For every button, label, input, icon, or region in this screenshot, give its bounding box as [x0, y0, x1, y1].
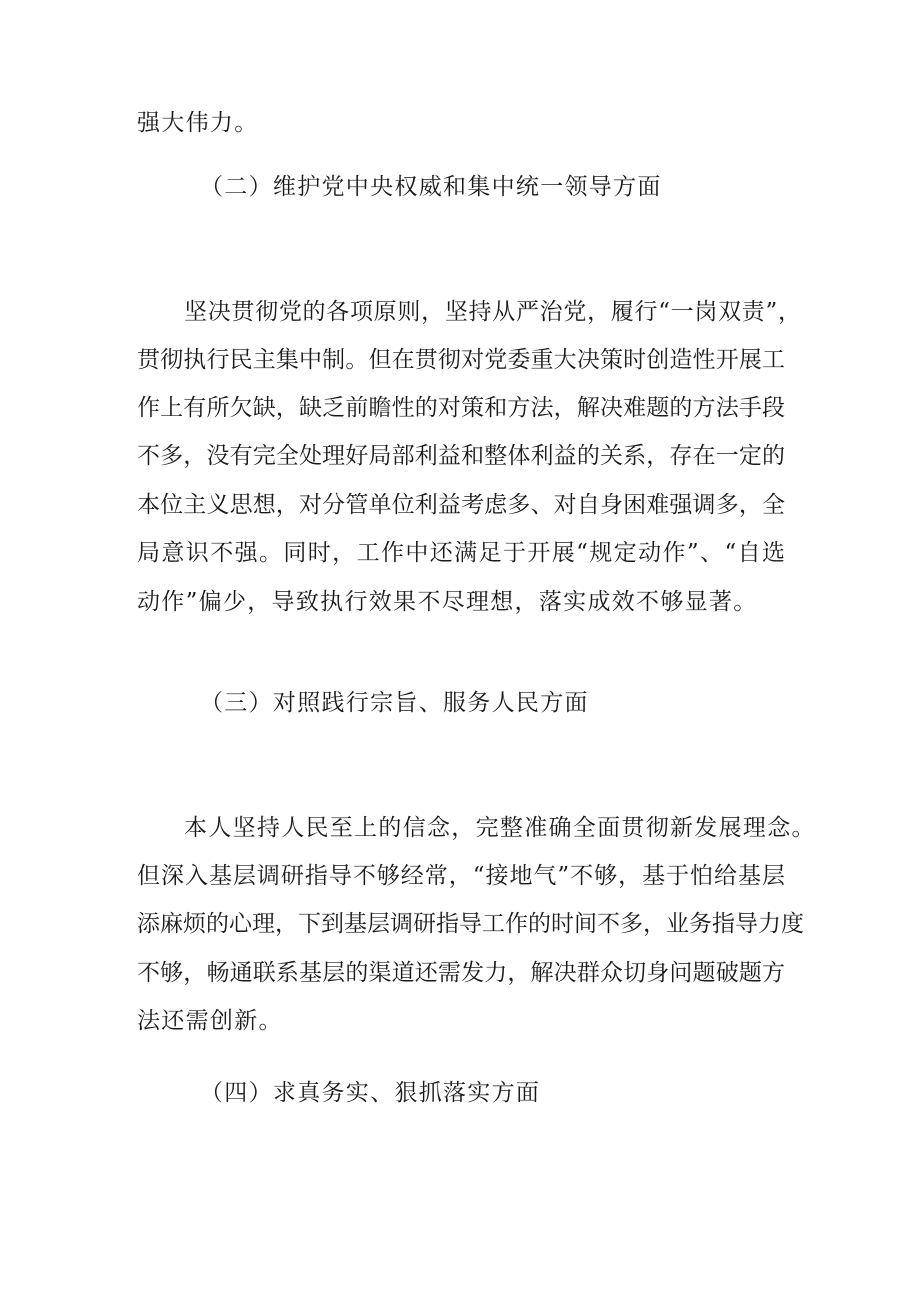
paragraph-line: 本位主义思想，对分管单位利益考虑多、对自身困难强调多，全 [137, 492, 785, 518]
paragraph-line: 作上有所欠缺，缺乏前瞻性的对策和方法，解决难题的方法手段 [137, 395, 785, 421]
opening-line: 强大伟力。 [137, 110, 259, 136]
paragraph-line: 不多，没有完全处理好局部利益和整体利益的关系，存在一定的 [137, 443, 785, 469]
section-heading-3: （三）对照践行宗旨、服务人民方面 [200, 690, 589, 716]
paragraph-line: 法还需创新。 [137, 1008, 283, 1034]
paragraph-line: 不够，畅通联系基层的渠道还需发力，解决群众切身问题破题方 [137, 960, 785, 986]
paragraph-line: 局意识不强。同时，工作中还满足于开展“规定动作”、“自选 [137, 540, 785, 566]
paragraph-line: 添麻烦的心理，下到基层调研指导工作的时间不多，业务指导力度 [137, 911, 804, 937]
paragraph-line: 但深入基层调研指导不够经常，“接地气”不够，基于怕给基层 [137, 863, 785, 889]
paragraph-line: 动作”偏少，导致执行效果不尽理想，落实成效不够显著。 [137, 589, 758, 615]
section-heading-2: （二）维护党中央权威和集中统一领导方面 [200, 174, 662, 200]
paragraph-line: 贯彻执行民主集中制。但在贯彻对党委重大决策时创造性开展工 [137, 347, 785, 373]
paragraph-line: 坚决贯彻党的各项原则，坚持从严治党，履行“一岗双责”， [184, 299, 801, 325]
paragraph-line: 本人坚持人民至上的信念，完整准确全面贯彻新发展理念。 [184, 815, 816, 841]
section-heading-4: （四）求真务实、狠抓落实方面 [200, 1080, 541, 1106]
